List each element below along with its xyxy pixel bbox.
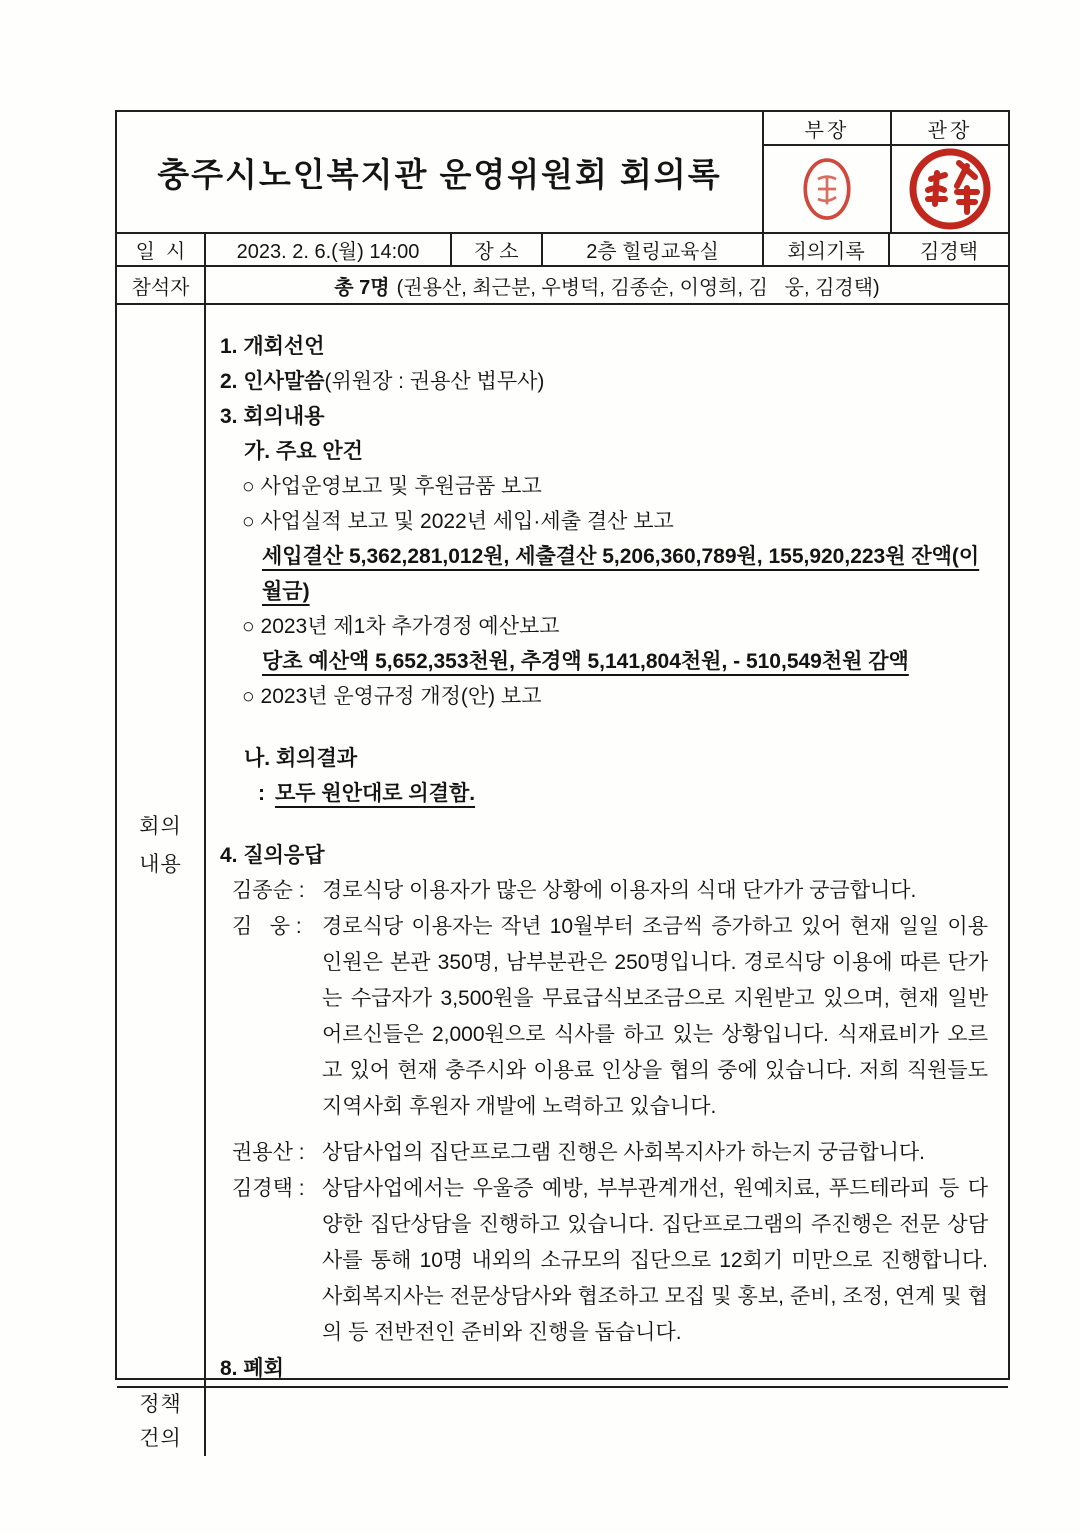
qa-speaker: 권용산 : bbox=[232, 1141, 305, 1164]
qa-speaker: 김 웅 : bbox=[232, 915, 302, 938]
settlement-figures: 세입결산 5,362,281,012원, 세출결산 5,206,360,789원, 155,920,223원 잔액(이월금) bbox=[262, 545, 980, 603]
date-label: 일 시 bbox=[135, 241, 186, 263]
attendees-names: (권용산, 최근분, 우병덕, 김종순, 이영희, 김 웅, 김경택) bbox=[396, 276, 880, 299]
agenda-business-report: ○ 사업운영보고 및 후원금품 보고 bbox=[242, 475, 542, 498]
agenda-budget-report: ○ 2023년 제1차 추가경정 예산보고 bbox=[242, 615, 560, 638]
item-opening: 1. 개회선언 bbox=[220, 335, 325, 358]
budget-figures: 당초 예산액 5,652,353천원, 추경액 5,141,804천원, - 510,549천원 감액 bbox=[262, 650, 909, 673]
red-oval-seal-icon bbox=[798, 153, 856, 225]
header-row bbox=[117, 112, 1008, 232]
qa-entry-3 bbox=[220, 1135, 988, 1171]
gwanjang-stamp-cell bbox=[890, 146, 1008, 232]
qa-text: 경로식당 이용자는 작년 10월부터 조금씩 증가하고 있어 현재 일일 이용 인원은 본관 350명, 남부분관은 250명입니다. 경로식당 이용에 따른 단가는 수급자가 3,500원을 무료급식보조금으로 지원받고 있으며, 현재 일반 어르신들은 2,000원으로 식사를 하고 있는 상황입니다. 식재료비가 오르고 있어 현재 충주시와 이용료 인상을 협의 중에 있습니다. 저희 직원들도 지역사회 후원자 개발에 노력하고 있습니다. bbox=[322, 915, 988, 1118]
place-label: 장 소 bbox=[450, 234, 541, 265]
item-closing: 8. 폐회 bbox=[220, 1357, 284, 1380]
qa-speaker: 김경택 : bbox=[232, 1177, 305, 1200]
attendees-label: 참석자 bbox=[131, 276, 190, 299]
approval-col-bujang-label: 부장 bbox=[804, 119, 850, 142]
item-meeting-result: 나. 회의결과 bbox=[244, 747, 358, 770]
red-round-seal-icon bbox=[907, 146, 993, 232]
minutes-table bbox=[115, 110, 1010, 1450]
document-title: 충주시노인복지관 운영위원회 회의록 bbox=[157, 155, 722, 193]
qa-speaker: 김종순 : bbox=[232, 879, 305, 902]
approval-col-gwanjang-label: 관장 bbox=[890, 112, 1008, 144]
item-agenda-heading: 3. 회의내용 bbox=[220, 405, 325, 428]
policy-row bbox=[117, 1386, 1008, 1456]
qa-entry-4 bbox=[220, 1171, 988, 1351]
bujang-stamp-cell bbox=[764, 146, 890, 232]
agenda-settlement-report: ○ 사업실적 보고 및 2022년 세입·세출 결산 보고 bbox=[242, 510, 674, 533]
minutes-row bbox=[117, 303, 1008, 1386]
item-main-agenda: 가. 주요 안건 bbox=[244, 440, 363, 463]
meeting-result-value: : 모두 원안대로 의결함. bbox=[258, 782, 476, 805]
qa-entry-2 bbox=[220, 909, 988, 1125]
policy-content bbox=[204, 1388, 1008, 1456]
minutes-side-label: 회의 내용 bbox=[139, 814, 182, 876]
policy-label: 정책 건의 bbox=[139, 1393, 182, 1450]
attendees-row bbox=[117, 265, 1008, 303]
qa-entry-1 bbox=[220, 873, 988, 909]
meta-row bbox=[117, 232, 1008, 265]
approval-block bbox=[762, 112, 1008, 232]
date-value: 2023. 2. 6.(월) 14:00 bbox=[204, 234, 450, 265]
place-value: 2층 힐링교육실 bbox=[541, 234, 762, 265]
recorder-name: 김경택 bbox=[888, 234, 1008, 265]
qa-text: 경로식당 이용자가 많은 상황에 이용자의 식대 단가가 궁금합니다. bbox=[322, 879, 917, 902]
record-label: 회의기록 bbox=[762, 234, 888, 265]
attendees-count: 총 7명 bbox=[334, 276, 390, 299]
minutes-content bbox=[204, 305, 1008, 1386]
item-greeting: 2. 인사말씀(위원장 : 권용산 법무사) bbox=[220, 370, 545, 393]
qa-text: 상담사업의 집단프로그램 진행은 사회복지사가 하는지 궁금합니다. bbox=[322, 1141, 926, 1164]
item-qna-heading: 4. 질의응답 bbox=[220, 844, 325, 867]
agenda-regulation-report: ○ 2023년 운영규정 개정(안) 보고 bbox=[242, 685, 542, 708]
attendees-value bbox=[204, 267, 1008, 303]
qa-text: 상담사업에서는 우울증 예방, 부부관계개선, 원예치료, 푸드테라피 등 다양한 집단상담을 진행하고 있습니다. 집단프로그램의 주진행은 전문 상담사를 통해 10명 내외의 소규모의 집단으로 12회기 미만으로 진행합니다. 사회복지사는 전문상담사와 협조하고 모집 및 홍보, 준비, 조정, 연계 및 협의 등 전반전인 준비와 진행을 돕습니다. bbox=[322, 1177, 988, 1344]
